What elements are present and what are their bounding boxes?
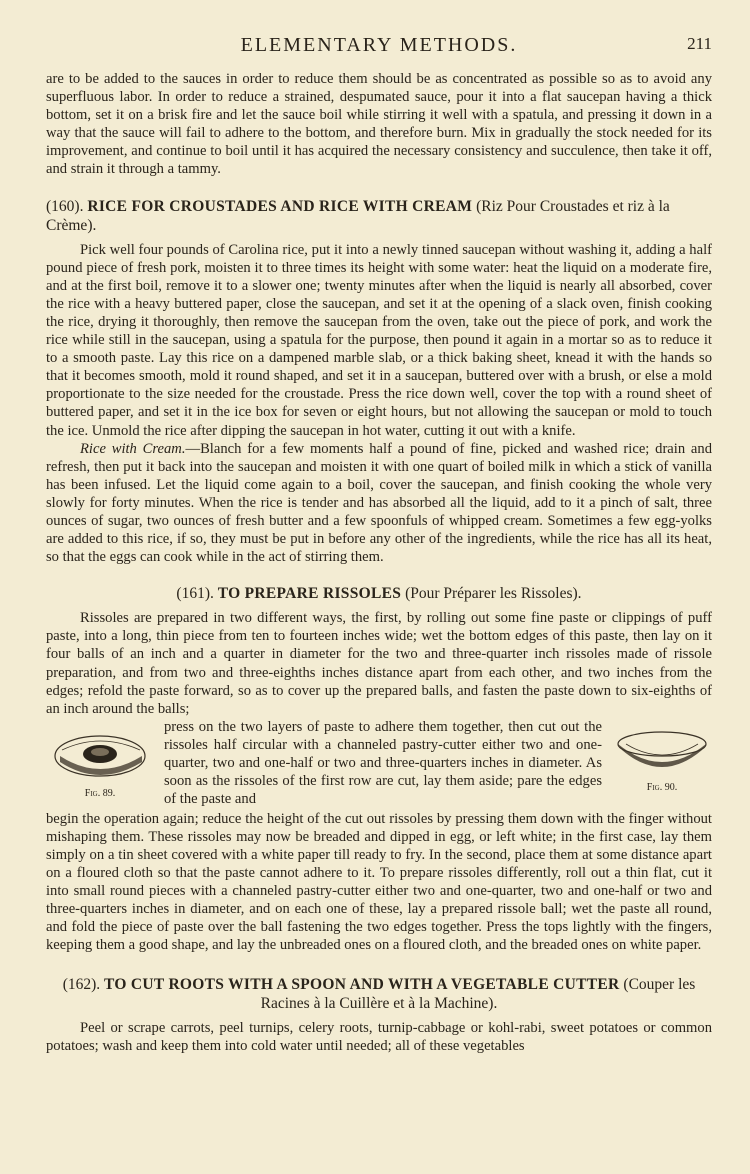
section-162-french-title: (Couper les Racines à la Cuillère et à la Machine). <box>260 975 696 1012</box>
section-160-number: (160). <box>46 197 84 215</box>
figure-90 <box>612 722 712 793</box>
section-161-title: TO PREPARE RISSOLES <box>217 585 402 603</box>
figure-row <box>46 718 712 810</box>
section-160-paragraph-2 <box>46 440 712 567</box>
running-title: ELEMENTARY METHODS. <box>240 34 518 56</box>
section-160-french-title: (Riz Pour Croustades et riz à la Crème). <box>46 197 670 234</box>
section-161-paragraph-1: Rissoles are prepared in two different ways, the first, by rolling out some fine paste or clippings of puff paste, into a long, thin piece from ten to fourteen inches wide; wet the bottom edges of this paste, then lay on it four balls of an inch and a quarter in diameter for the two and three-quarter inch rissoles made of rissole preparation, and from two and three-eighths inches distance apart from each other, and two inches from the edges; refold the paste forward, so as to cover up the prepared balls, and fasten the paste down to six-eighths of an inch around the balls; <box>46 610 712 717</box>
section-162-paragraph-1: Peel or scrape carrots, peel turnips, celery roots, turnip-cabbage or kohl-rabi, sweet potatoes or common potatoes; wash and keep them into cold water until needed; all of these vegetables <box>46 1019 712 1054</box>
section-161-paragraph-rest: begin the operation again; reduce the height of the cut out rissoles by pressing them down with the finger without mishaping them. These rissoles may now be breaded and dipped in egg, or left white; in the first case, lay them simply on a tin sheet covered with a white paper till ready to fry. In the second, place them at some distance apart on a floured cloth so that the paste cannot adhere to it. To prepare rissoles differently, roll out a thin flat, cut it into small round pieces with a channeled pastry-cutter either two and one-quarter, two and one-half or two and three-quarters inches in diameter, and on each one of these, lay a prepared rissole ball; wet the paste all round, and fold the piece of paste over the ball fastening the two edges together. Press the tops lightly with the fingers, keeping them a good shape, and lay the unbreaded ones on a floured cloth, and the breaded ones on white paper. <box>46 810 712 954</box>
rice-with-cream-text: —Blanch for a few moments half a pound of fine, picked and washed rice; drain and refresh, then put it back into the saucepan and moisten it with one quart of boiled milk in which a stick of vanilla has been infused. Let the liquid come again to a boil, cover the saucepan, and finish cooking the whole very slowly for forty minutes. When the rice is tender and has absorbed all the liquid, add to it a pinch of salt, three ounces of sugar, two ounces of fresh butter and a few spoonfuls of whipped cream. Sometimes a few egg-yolks are added to this rice, if so, they must be put in before any other of the ingredients, while the rice has all its heat, so that the eggs can cook while in the act of stirring them. <box>46 440 712 566</box>
section-162-number: (162). <box>62 975 101 993</box>
figure-90-caption: Fig. 90. <box>646 781 678 793</box>
section-160-paragraph-1: Pick well four pounds of Carolina rice, put it into a newly tinned saucepan without washing it, adding a half pound piece of fresh pork, moisten it to three times its height with some water: heat the liquid on a moderate fire, and at the first boil, remove it to a slower one; twenty minutes after when the liquid is nearly all absorbed, cover the rice with a heavy buttered paper, close the saucepan, and set it at the opening of a slack oven, finish cooking the rice, drying it thoroughly, then remove the saucepan from the oven, take out the piece of pork, and work the rice while still in the saucepan, using a spatula for the purpose, then pound it again in a mortar so as to reduce it to a smooth paste. Lay this rice on a dampened marble slab, or a thick baking sheet, knead it with the hands so that it becomes smooth, mold it round shaped, and set it in a saucepan, buttered over with a brush, or else a mold proportionate to the size needed for the croustade. Press the rice down well, cover the top with a round sheet of buttered paper, and set it in the ice box for seven or eight hours, but not allowing the saucepan or mold to touch the ice. Unmold the rice after dipping the saucepan in hot water, cutting it out with a knife. <box>46 241 712 439</box>
section-162-heading <box>46 975 712 1013</box>
figure-89-caption: Fig. 89. <box>84 787 116 799</box>
rissole-illustration-89 <box>50 722 150 788</box>
section-162-title: TO CUT ROOTS WITH A SPOON AND WITH A VEGETABLE CUTTER <box>104 975 620 993</box>
figure-89 <box>50 722 150 799</box>
section-161-french-title: (Pour Préparer les Rissoles). <box>405 585 582 603</box>
section-161-figure-text: press on the two layers of paste to adhere them together, then cut out the rissoles half circular with a channeled pastry-cutter either two and one-quarter, two and one-half or two and three-quarters inches in diameter. As soon as the rissoles of the first row are cut, lay them aside; pare the edges of the paste and <box>164 718 602 808</box>
section-161-heading <box>46 584 712 603</box>
section-161-number: (161). <box>176 585 214 603</box>
page-header <box>46 28 712 58</box>
rissole-illustration-90 <box>612 722 712 782</box>
page-number: 211 <box>687 34 712 53</box>
section-160-heading <box>46 197 712 235</box>
section-160-title: RICE FOR CROUSTADES AND RICE WITH CREAM <box>87 197 473 215</box>
intro-paragraph: are to be added to the sauces in order to reduce them should be as concentrated as possible so as to avoid any superfluous labor. In order to reduce a strained, despumated sauce, pour it into a flat saucepan having a thick bottom, set it on a brisk fire and let the sauce boil while stirring it well with a spatula, and pressing it down in a way that the sauce will fail to adhere to the bottom, and therefore burn. Mix in gradually the stock needed for its improvement, and continue to boil until it has acquired the necessary consistency and succulence, then take it off, and strain it through a tammy. <box>46 71 712 178</box>
rice-with-cream-lead: Rice with Cream. <box>80 440 186 457</box>
